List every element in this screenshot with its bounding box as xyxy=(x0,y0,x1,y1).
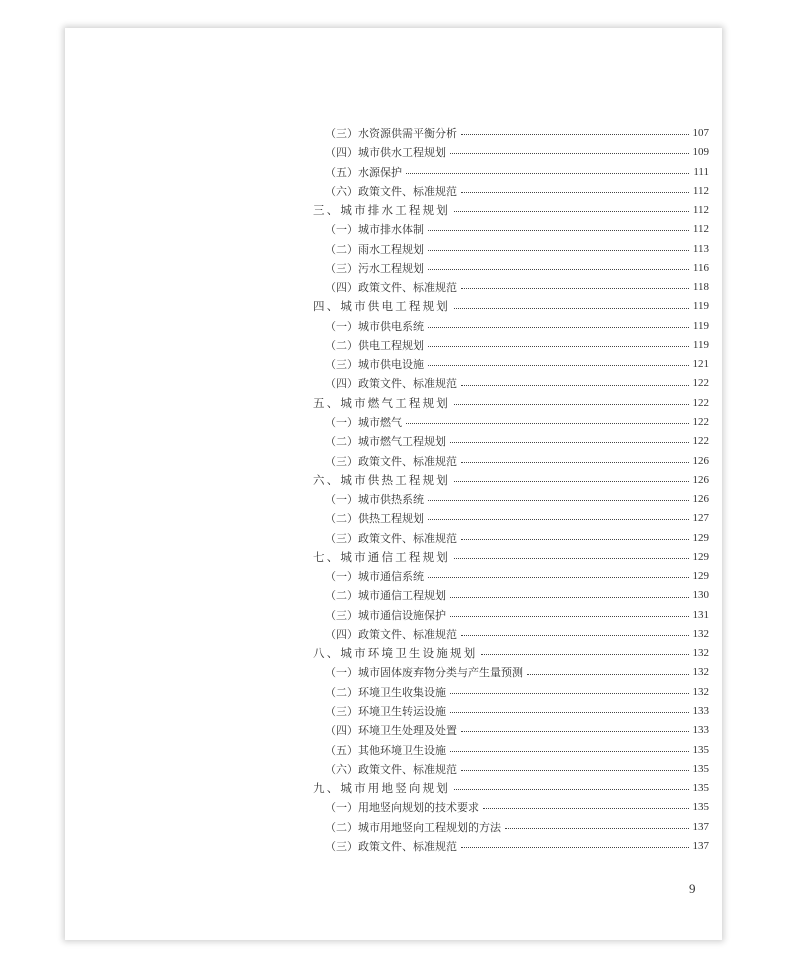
toc-entry-page: 107 xyxy=(692,127,709,139)
dot-leader xyxy=(483,808,689,809)
toc-section-entry xyxy=(313,394,709,413)
dot-leader xyxy=(428,519,689,520)
dot-leader xyxy=(450,153,689,154)
toc-entry-title: （三）政策文件、标准规范 xyxy=(325,454,457,468)
toc-entry-title: （三）水资源供需平衡分析 xyxy=(325,127,457,140)
toc-entry-title: （一）用地竖向规划的技术要求 xyxy=(325,801,479,815)
toc-entry-page: 135 xyxy=(692,801,709,814)
toc-subsection-entry xyxy=(313,413,709,432)
toc-entry-title: （四）政策文件、标准规范 xyxy=(325,377,457,391)
toc-subsection-entry xyxy=(313,721,709,740)
dot-leader xyxy=(461,539,689,540)
toc-entry-title: （一）城市供热系统 xyxy=(325,493,424,507)
toc-subsection-entry xyxy=(313,124,709,143)
toc-entry-page: 121 xyxy=(692,358,709,371)
dot-leader xyxy=(461,847,689,848)
dot-leader xyxy=(481,654,688,655)
toc-entry-page: 137 xyxy=(692,839,709,852)
toc-entry-title: （六）政策文件、标准规范 xyxy=(325,184,457,198)
dot-leader xyxy=(454,308,689,309)
toc-entry-title: 七、城市通信工程规划 xyxy=(313,549,450,564)
toc-entry-title: （六）政策文件、标准规范 xyxy=(325,762,457,776)
dot-leader xyxy=(428,269,689,270)
dot-leader xyxy=(454,789,689,790)
toc-entry-page: 122 xyxy=(692,377,709,390)
toc-subsection-entry xyxy=(313,490,709,509)
dot-leader xyxy=(450,751,689,752)
toc-subsection-entry xyxy=(313,182,709,201)
toc-section-entry xyxy=(313,644,709,663)
dot-leader xyxy=(461,770,689,771)
toc-subsection-entry xyxy=(313,567,709,586)
toc-entry-title: （一）城市燃气 xyxy=(325,415,402,429)
toc-subsection-entry xyxy=(313,837,709,856)
toc-subsection-entry xyxy=(313,432,709,451)
page-number: 9 xyxy=(689,881,696,896)
toc-entry-title: （五）水源保护 xyxy=(325,165,402,179)
toc-entry-title: （五）其他环境卫生设施 xyxy=(325,743,446,757)
toc-entry-page: 122 xyxy=(692,435,709,448)
toc-entry-page: 130 xyxy=(692,589,709,602)
toc-entry-page: 132 xyxy=(692,666,709,679)
dot-leader xyxy=(406,423,689,424)
toc-subsection-entry xyxy=(313,818,709,837)
dot-leader xyxy=(527,674,689,675)
toc-entry-title: （一）城市通信系统 xyxy=(325,570,424,584)
toc-entry-page: 126 xyxy=(692,493,709,506)
dot-leader xyxy=(428,577,689,578)
toc-entry-title: 九、城市用地竖向规划 xyxy=(313,781,450,796)
toc-entry-title: （二）城市通信工程规划 xyxy=(325,589,446,603)
toc-entry-page: 131 xyxy=(692,608,709,621)
dot-leader xyxy=(428,346,689,347)
toc-entry-page: 113 xyxy=(692,242,709,255)
toc-entry-title: （四）环境卫生处理及处置 xyxy=(325,724,457,738)
toc-entry-page: 133 xyxy=(692,704,709,717)
toc-subsection-entry xyxy=(313,163,709,182)
toc-entry-title: （三）污水工程规划 xyxy=(325,261,424,275)
dot-leader xyxy=(461,635,689,636)
toc-subsection-entry xyxy=(313,336,709,355)
toc-entry-title: （二）城市燃气工程规划 xyxy=(325,435,446,449)
toc-entry-title: （一）城市固体废弃物分类与产生量预测 xyxy=(325,666,523,680)
toc-entry-page: 127 xyxy=(692,512,709,525)
toc-section-entry xyxy=(313,297,709,316)
document-page xyxy=(65,28,722,940)
dot-leader xyxy=(450,597,689,598)
toc-subsection-entry xyxy=(313,317,709,336)
toc-entry-page: 119 xyxy=(692,338,709,351)
toc-subsection-entry xyxy=(313,240,709,259)
toc-subsection-entry xyxy=(313,760,709,779)
toc-entry-title: 八、城市环境卫生设施规划 xyxy=(313,646,478,661)
toc-entry-page: 122 xyxy=(692,396,709,409)
toc-entry-title: （三）城市通信设施保护 xyxy=(325,608,446,622)
toc-entry-page: 133 xyxy=(692,724,709,737)
toc-entry-title: （一）城市排水体制 xyxy=(325,223,424,237)
toc-entry-title: （一）城市供电系统 xyxy=(325,319,424,333)
toc-entry-page: 119 xyxy=(692,300,709,313)
table-of-contents xyxy=(313,124,709,856)
dot-leader xyxy=(505,828,689,829)
dot-leader xyxy=(428,230,689,231)
toc-entry-page: 129 xyxy=(692,570,709,583)
toc-entry-page: 129 xyxy=(692,531,709,544)
toc-entry-title: （四）城市供水工程规划 xyxy=(325,146,446,160)
dot-leader xyxy=(454,481,689,482)
toc-entry-page: 132 xyxy=(692,685,709,698)
toc-subsection-entry xyxy=(313,529,709,548)
dot-leader xyxy=(450,693,689,694)
toc-subsection-entry xyxy=(313,143,709,162)
dot-leader xyxy=(461,288,689,289)
toc-section-entry xyxy=(313,201,709,220)
toc-entry-page: 109 xyxy=(692,146,709,159)
toc-entry-title: （四）政策文件、标准规范 xyxy=(325,627,457,641)
toc-entry-page: 132 xyxy=(692,647,709,660)
toc-entry-page: 112 xyxy=(692,204,709,217)
toc-section-entry xyxy=(313,548,709,567)
toc-subsection-entry xyxy=(313,374,709,393)
toc-entry-title: 五、城市燃气工程规划 xyxy=(313,395,450,410)
dot-leader xyxy=(450,616,689,617)
toc-subsection-entry xyxy=(313,606,709,625)
toc-entry-page: 126 xyxy=(692,454,709,467)
dot-leader xyxy=(461,192,689,193)
toc-subsection-entry xyxy=(313,259,709,278)
toc-entry-page: 118 xyxy=(692,281,709,294)
dot-leader xyxy=(428,500,689,501)
dot-leader xyxy=(406,173,689,174)
toc-entry-title: （二）环境卫生收集设施 xyxy=(325,685,446,699)
toc-entry-title: 六、城市供热工程规划 xyxy=(313,472,450,487)
toc-entry-title: （四）政策文件、标准规范 xyxy=(325,281,457,295)
toc-entry-page: 135 xyxy=(692,762,709,775)
toc-entry-title: （二）供电工程规划 xyxy=(325,338,424,352)
toc-entry-title: 三、城市排水工程规划 xyxy=(313,203,450,218)
toc-entry-page: 112 xyxy=(692,223,709,236)
toc-subsection-entry xyxy=(313,452,709,471)
dot-leader xyxy=(461,462,689,463)
dot-leader xyxy=(450,442,689,443)
toc-subsection-entry xyxy=(313,798,709,817)
toc-entry-page: 119 xyxy=(692,319,709,332)
dot-leader xyxy=(428,327,689,328)
dot-leader xyxy=(461,731,689,732)
toc-subsection-entry xyxy=(313,663,709,682)
dot-leader xyxy=(428,250,689,251)
toc-entry-title: （三）政策文件、标准规范 xyxy=(325,531,457,545)
toc-entry-title: （二）供热工程规划 xyxy=(325,512,424,526)
dot-leader xyxy=(454,211,689,212)
dot-leader xyxy=(454,404,689,405)
toc-subsection-entry xyxy=(313,702,709,721)
toc-subsection-entry xyxy=(313,509,709,528)
toc-entry-page: 116 xyxy=(692,261,709,274)
toc-section-entry xyxy=(313,779,709,798)
toc-subsection-entry xyxy=(313,220,709,239)
toc-subsection-entry xyxy=(313,355,709,374)
toc-subsection-entry xyxy=(313,683,709,702)
toc-entry-page: 135 xyxy=(692,782,709,795)
toc-entry-page: 112 xyxy=(692,184,709,197)
toc-entry-title: （三）政策文件、标准规范 xyxy=(325,839,457,853)
toc-entry-title: （二）雨水工程规划 xyxy=(325,242,424,256)
toc-subsection-entry xyxy=(313,586,709,605)
toc-entry-page: 132 xyxy=(692,627,709,640)
toc-section-entry xyxy=(313,471,709,490)
toc-entry-page: 111 xyxy=(693,165,709,178)
dot-leader xyxy=(461,385,689,386)
toc-entry-page: 129 xyxy=(692,550,709,563)
toc-entry-page: 122 xyxy=(692,415,709,428)
toc-subsection-entry xyxy=(313,278,709,297)
toc-entry-page: 126 xyxy=(692,473,709,486)
dot-leader xyxy=(450,712,689,713)
toc-entry-title: （二）城市用地竖向工程规划的方法 xyxy=(325,820,501,834)
toc-entry-title: （三）城市供电设施 xyxy=(325,358,424,372)
toc-subsection-entry xyxy=(313,741,709,760)
toc-entry-title: 四、城市供电工程规划 xyxy=(313,299,450,314)
dot-leader xyxy=(428,365,689,366)
dot-leader xyxy=(454,558,689,559)
dot-leader xyxy=(461,134,689,135)
toc-entry-page: 137 xyxy=(692,820,709,833)
toc-entry-page: 135 xyxy=(692,743,709,756)
toc-subsection-entry xyxy=(313,625,709,644)
toc-entry-title: （三）环境卫生转运设施 xyxy=(325,704,446,718)
